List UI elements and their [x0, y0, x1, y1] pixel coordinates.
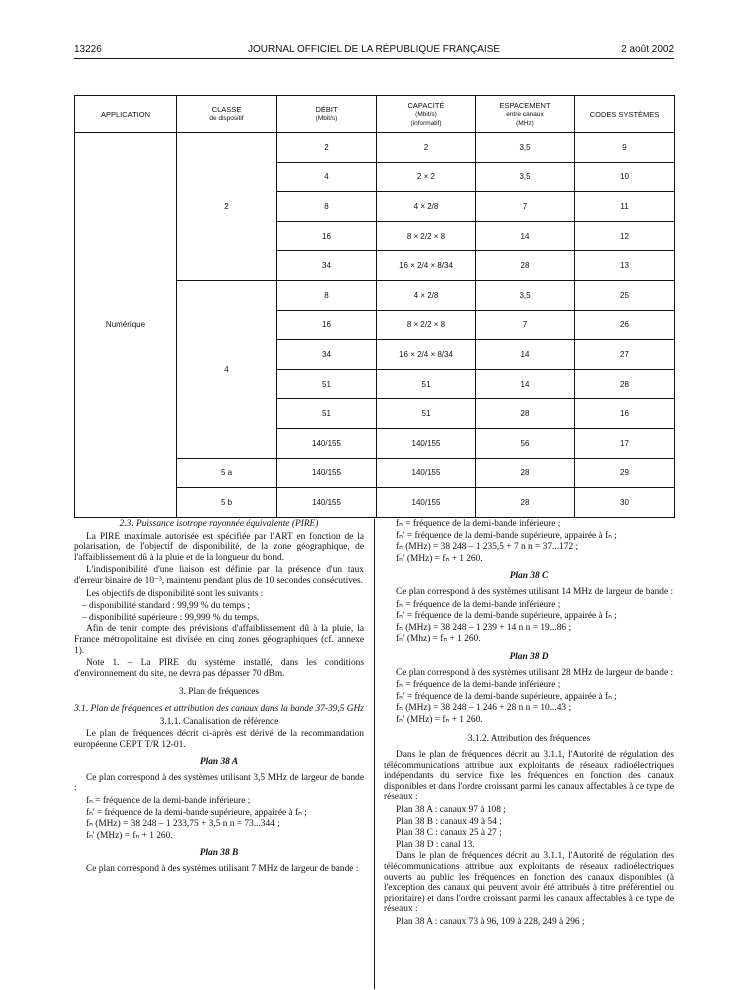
- espacement-cell: 28: [476, 251, 575, 281]
- code-cell: 13: [575, 251, 675, 281]
- paragraph: Le plan de fréquences décrit ci-après est dérivé de la recommandation européenne CEPT T/R 12-01.: [74, 729, 364, 750]
- formula-line: fₙ (MHz) = 38 248 – 1 235,5 + 7 n n = 37...172 ;: [396, 542, 579, 553]
- debit-cell: 51: [277, 369, 377, 399]
- debit-cell: 34: [277, 340, 377, 370]
- code-cell: 10: [575, 162, 675, 192]
- section-3-1-title: 3.1. Plan de fréquences et attribution des canaux dans la bande 37-39,5 GHz: [74, 703, 364, 714]
- code-cell: 28: [575, 369, 675, 399]
- plan-38c-title: Plan 38 C: [509, 571, 549, 582]
- capacite-cell: 8 × 2/2 × 8: [377, 221, 476, 251]
- formula-line: fₙ' = fréquence de la demi-bande supérieure, appairée à fₙ ;: [86, 807, 307, 818]
- col-header-application: APPLICATION: [75, 96, 177, 133]
- code-cell: 25: [575, 280, 675, 310]
- formula-line: fₙ' = fréquence de la demi-bande supérieure, appairée à fₙ ;: [396, 691, 617, 702]
- paragraph: Ce plan correspond à des systèmes utilisant 7 MHz de largeur de bande :: [86, 864, 359, 875]
- classe-cell: 5 b: [177, 488, 277, 518]
- formula-line: fₙ = fréquence de la demi-bande inférieure ;: [396, 599, 561, 610]
- code-cell: 11: [575, 192, 675, 222]
- capacite-cell: 2 × 2: [377, 162, 476, 192]
- text-columns: [74, 519, 674, 979]
- frequency-table: [74, 95, 675, 518]
- col-header-classe: CLASSE de dispositif: [177, 96, 277, 133]
- column-divider: [374, 519, 375, 989]
- debit-cell: 140/155: [277, 458, 377, 488]
- formula-line: fₙ' = fréquence de la demi-bande supérieure, appairée à fₙ ;: [396, 611, 617, 622]
- col-header-debit: DÉBIT (Mbit/s): [277, 96, 377, 133]
- espacement-cell: 7: [476, 192, 575, 222]
- paragraph: Afin de tenir compte des prévisions d'affaiblissement dû à la pluie, la France métropolitaine est divisée en cinq zones géographiques (cf. annexe 1).: [74, 624, 364, 656]
- debit-cell: 2: [277, 133, 377, 163]
- paragraph: L'indisponibilité d'une liaison est définie par la présence d'un taux d'erreur binaire de 10⁻³, maintenu pendant plus de 10 secondes consécutives.: [74, 565, 364, 586]
- list-item: Plan 38 A : canaux 73 à 96, 109 à 228, 249 à 296 ;: [396, 917, 585, 927]
- espacement-cell: 28: [476, 488, 575, 518]
- debit-cell: 16: [277, 310, 377, 340]
- code-cell: 29: [575, 458, 675, 488]
- col-header-codes: CODES SYSTÈMES: [575, 96, 675, 133]
- publication-date: 2 août 2002: [621, 44, 674, 55]
- formula-line: fₙ' (Mhz) = fₙ + 1 260.: [396, 634, 481, 645]
- paragraph: Ce plan correspond à des systèmes utilisant 14 MHz de largeur de bande :: [396, 586, 674, 597]
- formula-line: fₙ = fréquence de la demi-bande inférieure ;: [396, 519, 561, 529]
- paragraph: La PIRE maximale autorisée est spécifiée par l'ART en fonction de la polarisation, de l'objectif de disponibilité, de la zone géographique, de l'affaiblissement dû à la pluie et de la longueur du bond.: [74, 531, 364, 563]
- espacement-cell: 3,5: [476, 133, 575, 163]
- section-2-3-title: 2.3. Puissance isotrope rayonnée équivalente (PIRE): [119, 519, 319, 529]
- debit-cell: 8: [277, 280, 377, 310]
- section-3-1-2-title: 3.1.2. Attribution des fréquences: [467, 733, 591, 744]
- espacement-cell: 14: [476, 221, 575, 251]
- application-cell: Numérique: [75, 133, 177, 518]
- espacement-cell: 28: [476, 458, 575, 488]
- plan-38d-title: Plan 38 D: [509, 651, 549, 662]
- formula-line: fₙ' = fréquence de la demi-bande supérieure, appairée à fₙ ;: [396, 530, 617, 541]
- formula-line: fₙ' (MHz) = fₙ + 1 260.: [396, 714, 483, 725]
- capacite-cell: 8 × 2/2 × 8: [377, 310, 476, 340]
- classe-cell: 2: [177, 133, 277, 281]
- capacite-cell: 4 × 2/8: [377, 280, 476, 310]
- left-column: [74, 519, 364, 877]
- formula-line: fₙ = fréquence de la demi-bande inférieure ;: [396, 680, 561, 691]
- list-item: Plan 38 C : canaux 25 à 27 ;: [396, 828, 502, 839]
- bullet-item: – disponibilité supérieure : 99,999 % du temps.: [82, 612, 260, 623]
- code-cell: 16: [575, 399, 675, 429]
- plan-38a-title: Plan 38 A: [199, 757, 239, 768]
- code-cell: 27: [575, 340, 675, 370]
- debit-cell: 4: [277, 162, 377, 192]
- formula-line: fₙ = fréquence de la demi-bande inférieure ;: [86, 796, 251, 807]
- col-header-espacement: ESPACEMENT entre canaux (MHz): [476, 96, 575, 133]
- table-row: [75, 133, 675, 163]
- espacement-cell: 14: [476, 369, 575, 399]
- table-header-row: [75, 96, 675, 133]
- debit-cell: 16: [277, 221, 377, 251]
- bullet-item: – disponibilité standard : 99,99 % du temps ;: [82, 601, 250, 612]
- capacite-cell: 2: [377, 133, 476, 163]
- espacement-cell: 3,5: [476, 280, 575, 310]
- col-header-capacite: CAPACITÉ (Mbit/s) (informatif): [377, 96, 476, 133]
- formula-line: fₙ' (MHz) = fₙ + 1 260.: [86, 830, 173, 841]
- plan-38b-title: Plan 38 B: [199, 848, 239, 859]
- espacement-cell: 56: [476, 428, 575, 458]
- list-item: Plan 38 B : canaux 49 à 54 ;: [396, 816, 502, 827]
- espacement-cell: 3,5: [476, 162, 575, 192]
- capacite-cell: 16 × 2/4 × 8/34: [377, 251, 476, 281]
- espacement-cell: 14: [476, 340, 575, 370]
- list-item: Plan 38 D : canal 13.: [396, 839, 475, 850]
- espacement-cell: 7: [476, 310, 575, 340]
- journal-title: JOURNAL OFFICIEL DE LA RÉPUBLIQUE FRANÇAISE: [247, 44, 501, 55]
- capacite-cell: 16 × 2/4 × 8/34: [377, 340, 476, 370]
- section-3-title: 3. Plan de fréquences: [178, 687, 260, 698]
- capacite-cell: 140/155: [377, 428, 476, 458]
- paragraph: Les objectifs de disponibilité sont les suivants :: [86, 588, 264, 599]
- paragraph: Ce plan correspond à des systèmes utilisant 3,5 MHz de largeur de bande :: [74, 772, 364, 794]
- paragraph: Ce plan correspond à des systèmes utilisant 28 MHz de largeur de bande :: [396, 667, 674, 678]
- section-3-1-1-title: 3.1.1. Canalisation de référence: [159, 716, 279, 727]
- debit-cell: 140/155: [277, 428, 377, 458]
- formula-line: fₙ (MHz) = 38 248 – 1 233,75 + 3,5 n n = 73...344 ;: [86, 819, 280, 830]
- paragraph: Dans le plan de fréquences décrit au 3.1.1, l'Autorité de régulation des télécommunications attribue aux exploitants de réseaux radioélectriques ouverts au public les fréquences en fonction des canaux disponibles (à l'exception des canaux qui peuvent avoir été attribués à titre préférentiel ou prioritaire) et dans l'ordre croissant parmi les canaux affectables à ce type de réseaux :: [384, 851, 674, 915]
- page-number: 13226: [74, 44, 102, 55]
- debit-cell: 51: [277, 399, 377, 429]
- code-cell: 9: [575, 133, 675, 163]
- code-cell: 12: [575, 221, 675, 251]
- debit-cell: 8: [277, 192, 377, 222]
- espacement-cell: 28: [476, 399, 575, 429]
- note: Note 1. – La PIRE du système installé, dans les conditions d'environnement du site, ne devra pas dépasser 70 dBm.: [74, 658, 364, 679]
- capacite-cell: 51: [377, 399, 476, 429]
- capacite-cell: 140/155: [377, 458, 476, 488]
- code-cell: 26: [575, 310, 675, 340]
- classe-cell: 5 a: [177, 458, 277, 488]
- debit-cell: 34: [277, 251, 377, 281]
- code-cell: 17: [575, 428, 675, 458]
- paragraph: Dans le plan de fréquences décrit au 3.1.1, l'Autorité de régulation des télécommunications attribue aux exploitants de réseaux radioélectriques indépendants du service fixe les fréquences en fonction des canaux disponibles et dans l'ordre croissant parmi les canaux affectables à ce type de réseaux :: [384, 750, 674, 803]
- formula-line: fₙ' (MHz) = fₙ + 1 260.: [396, 553, 483, 564]
- capacite-cell: 140/155: [377, 488, 476, 518]
- capacite-cell: 4 × 2/8: [377, 192, 476, 222]
- capacite-cell: 51: [377, 369, 476, 399]
- debit-cell: 140/155: [277, 488, 377, 518]
- list-item: Plan 38 A : canaux 97 à 108 ;: [396, 805, 506, 816]
- header-rule: [74, 58, 674, 59]
- formula-line: fₙ (MHz) = 38 248 – 1 246 + 28 n n = 10...43 ;: [396, 703, 572, 714]
- formula-line: fₙ (MHz) = 38 248 – 1 239 + 14 n n = 19...86 ;: [396, 622, 572, 633]
- code-cell: 30: [575, 488, 675, 518]
- right-column: [384, 519, 674, 929]
- classe-cell: 4: [177, 280, 277, 458]
